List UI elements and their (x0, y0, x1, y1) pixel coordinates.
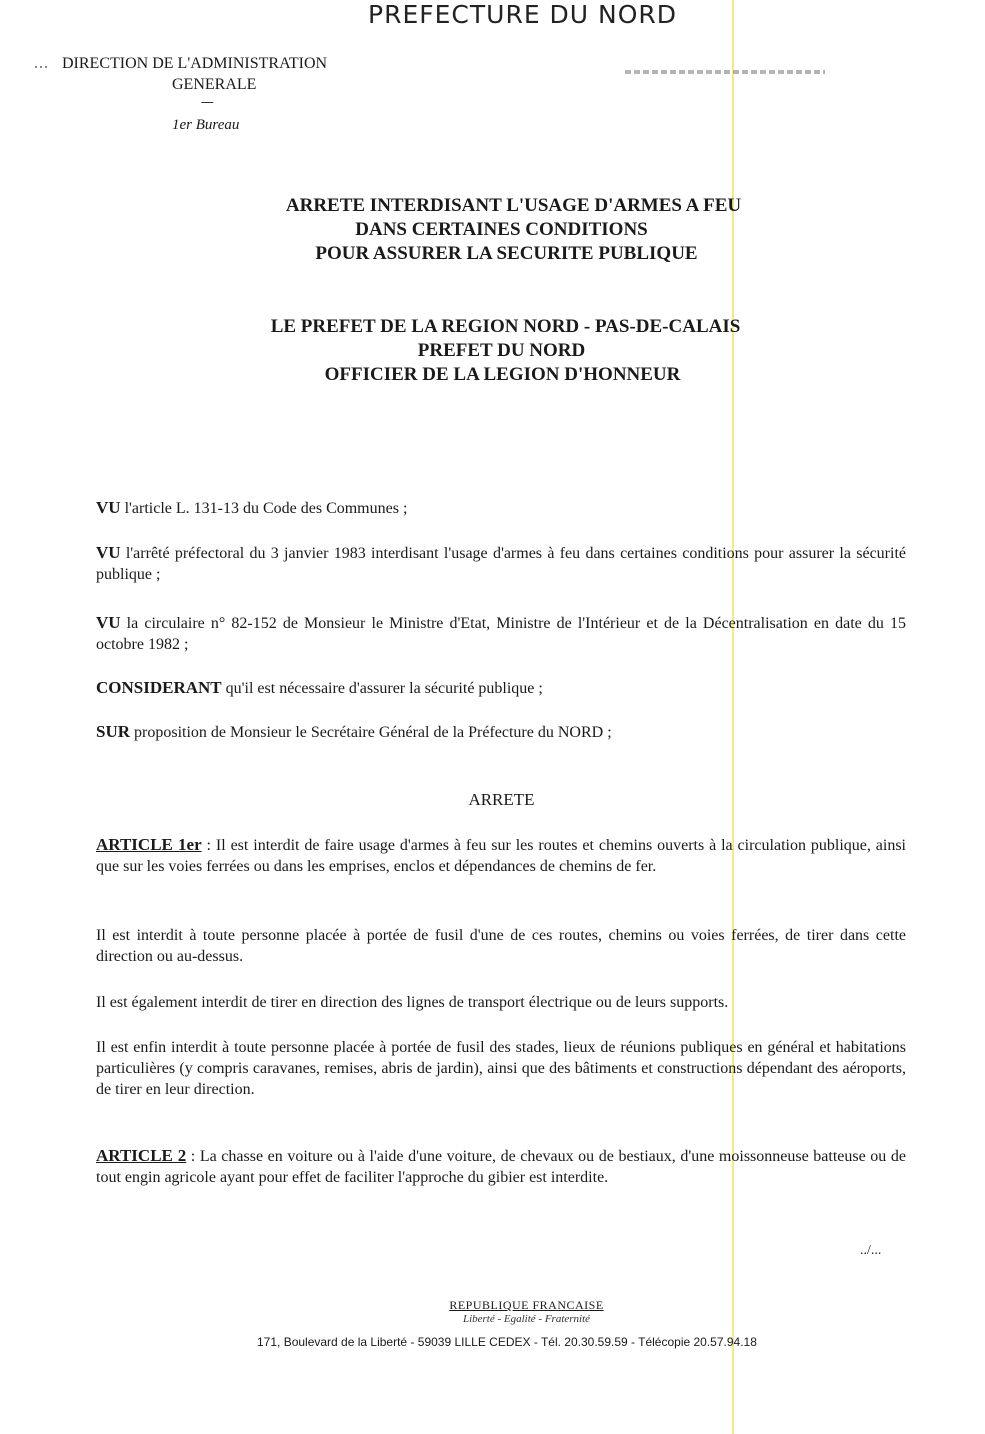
bureau-label: 1er Bureau (172, 117, 240, 133)
article-label: ARTICLE 1er (96, 835, 202, 854)
footer-republic: REPUBLIQUE FRANCAISE (449, 1298, 604, 1312)
preamble-text: proposition de Monsieur le Secrétaire Général de la Préfecture du NORD ; (130, 724, 612, 741)
authority-line: OFFICIER DE LA LEGION D'HONNEUR (324, 364, 681, 385)
preamble-item (96, 497, 906, 519)
preamble-item (96, 721, 906, 743)
direction-line-2: GENERALE (172, 76, 257, 93)
preamble-lead: VU (96, 498, 121, 517)
direction-line-1: DIRECTION DE L'ADMINISTRATION (62, 55, 328, 72)
decree-title-line: POUR ASSURER LA SECURITE PUBLIQUE (315, 243, 698, 264)
footer-address: 171, Boulevard de la Liberté - 59039 LILLE CEDEX - Tél. 20.30.59.59 - Télécopie 20.57.94.18 (257, 1335, 757, 1349)
continued-marker: ../... (860, 1243, 882, 1258)
header-separator: ----- (201, 97, 213, 108)
article-1-paragraph: Il est enfin interdit à toute personne placée à portée de fusil des stades, lieux de réunions publiques en général et habitations particulières (y compris caravanes, remises, abris de jardin), ainsi que des bâtiments et constructions dépendant des aéroports, de tirer en leur direction. (96, 1039, 906, 1098)
article-text: La chasse en voiture ou à l'aide d'une voiture, de chevaux ou de bestiaux, d'une moissonneuse batteuse ou de tout engin agricole ayant pour effet de faciliter l'approche du gibier est interdite. (96, 1148, 906, 1186)
decree-title (0, 194, 985, 266)
preamble-text: la circulaire n° 82-152 de Monsieur le Ministre d'Etat, Ministre de l'Intérieur et de la Décentralisation en date du 15 octobre 1982 ; (96, 615, 906, 653)
authority-line: LE PREFET DE LA REGION NORD - PAS-DE-CALAIS (270, 316, 741, 337)
preamble-lead: CONSIDERANT (96, 678, 222, 697)
preamble-text: l'arrêté préfectoral du 3 janvier 1983 interdisant l'usage d'armes à feu dans certaines conditions pour assurer la sécurité publique ; (96, 545, 906, 583)
preamble-text: l'article L. 131-13 du Code des Communes ; (120, 500, 408, 517)
authority-line: PREFET DU NORD (417, 340, 586, 361)
preamble-text: qu'il est nécessaire d'assurer la sécurité publique ; (221, 680, 543, 697)
scan-artifact (35, 66, 49, 68)
preamble-lead: VU (96, 543, 121, 562)
article-text: Il est interdit de faire usage d'armes à feu sur les routes et chemins ouverts à la circulation publique, ainsi que sur les voies ferrées ou dans les emprises, enclos et dépendances de chemins de fer. (96, 837, 906, 875)
footer-motto: Liberté - Egalité - Fraternité (462, 1313, 591, 1325)
article-1-paragraph (96, 834, 906, 877)
decree-title-line: ARRETE INTERDISANT L'USAGE D'ARMES A FEU (285, 195, 742, 216)
institution-header: PREFECTURE DU NORD (368, 0, 678, 29)
authority-block (0, 315, 985, 387)
preamble-item (96, 542, 906, 585)
decree-heading: ARRETE (468, 790, 535, 809)
article-label: ARTICLE 2 (96, 1146, 187, 1165)
preamble-lead: SUR (96, 722, 131, 741)
preamble-item (96, 612, 906, 655)
article-1-paragraph: Il est interdit à toute personne placée à portée de fusil d'une de ces routes, chemins ou voies ferrées, de tirer dans cette direction ou au-dessus. (96, 927, 906, 965)
article-separator: : (201, 837, 216, 854)
decree-title-line: DANS CERTAINES CONDITIONS (355, 219, 648, 240)
article-1-paragraph: Il est également interdit de tirer en direction des lignes de transport électrique ou de leurs supports. (96, 994, 729, 1011)
article-separator: : (186, 1148, 200, 1165)
article-2-paragraph (96, 1145, 906, 1188)
scan-artifact (625, 70, 825, 74)
preamble-item (96, 677, 906, 699)
preamble-lead: VU (96, 613, 121, 632)
